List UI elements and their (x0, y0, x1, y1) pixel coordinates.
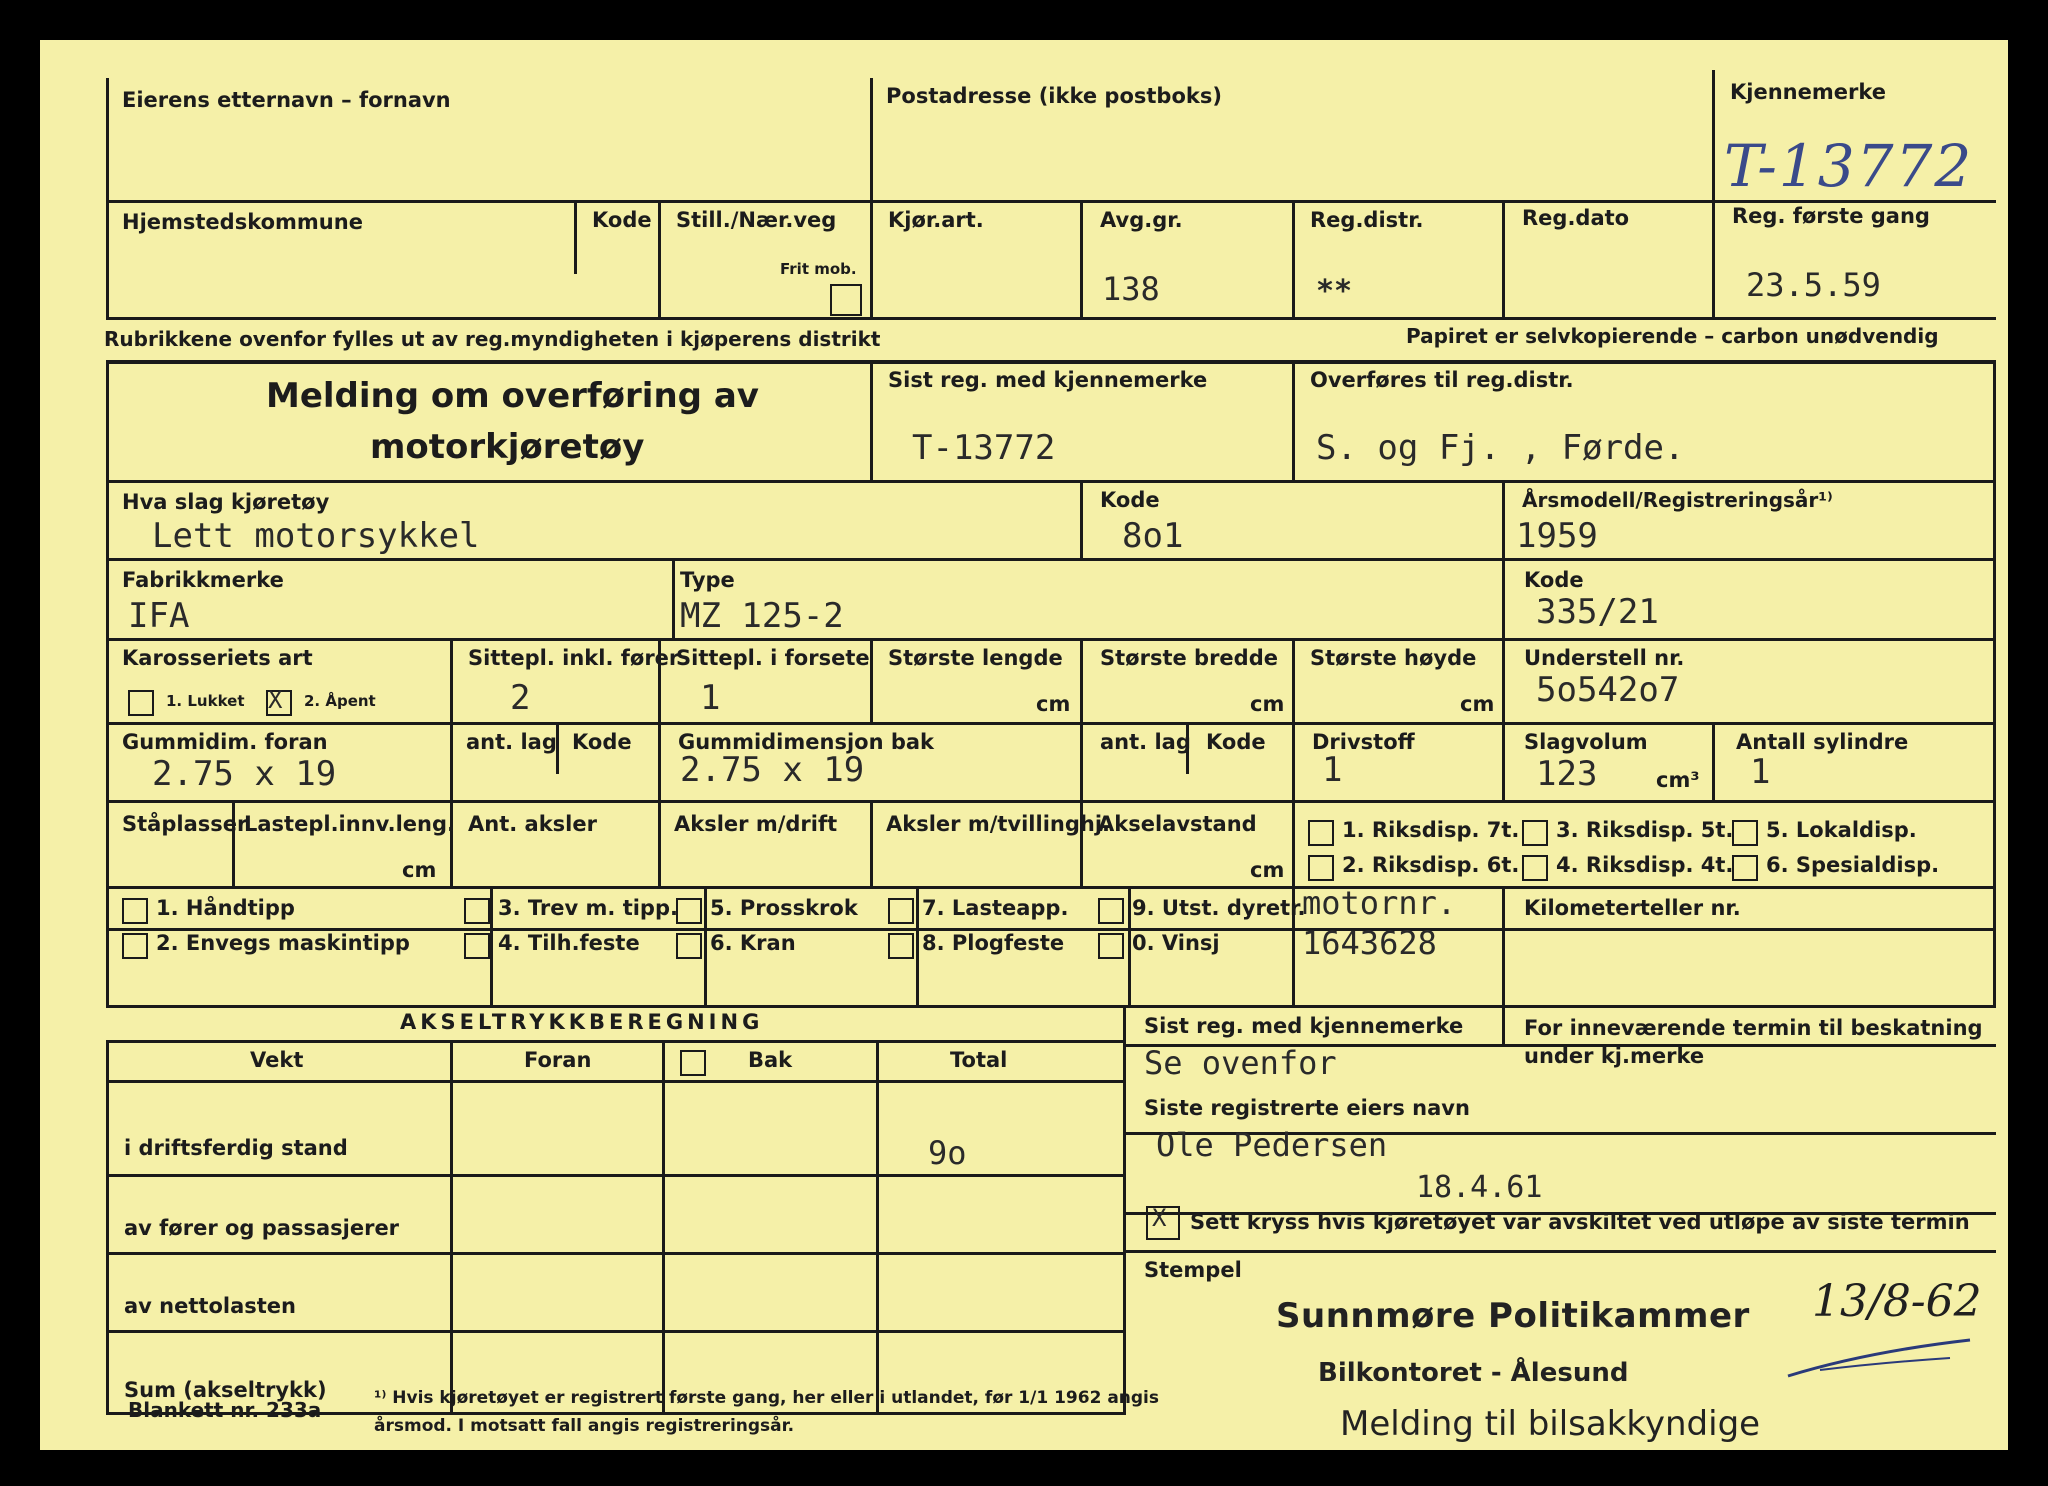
overfores-value: S. og Fj. , Førde. (1316, 428, 1685, 468)
kode4-label: Kode (1206, 730, 1266, 754)
drivstoff-value: 1 (1322, 750, 1343, 790)
hoyde-label: Største høyde (1310, 646, 1477, 670)
signature-stroke-icon (1780, 1330, 1980, 1390)
riks4-checkbox[interactable] (1522, 855, 1548, 881)
footnote-line1: ¹⁾ Hvis kjøretøyet er registrert første gang, her eller i utlandet, før 1/1 1962 angis (374, 1388, 1160, 1408)
axle-row-label: av nettolasten (124, 1294, 296, 1318)
bredde-cm: cm (1250, 692, 1285, 716)
gummiforan-label: Gummidim. foran (122, 730, 328, 754)
riks5-checkbox[interactable] (1522, 820, 1548, 846)
lasteapp-label: 7. Lasteapp. (922, 896, 1069, 920)
axle-row-label: Sum (akseltrykk) (124, 1378, 327, 1402)
overfores-label: Overføres til reg.distr. (1310, 368, 1574, 392)
stamp-line3: Melding til bilsakkyndige (1340, 1404, 1761, 1444)
spesial-label: 6. Spesialdisp. (1766, 853, 1940, 877)
lengde-cm: cm (1036, 692, 1071, 716)
drivstoff-label: Drivstoff (1312, 730, 1415, 754)
type-value: MZ 125-2 (680, 596, 844, 636)
col-vekt: Vekt (250, 1048, 304, 1072)
gummibak-label: Gummidimensjon bak (678, 730, 935, 754)
utst-label: 9. Utst. dyretr. (1132, 896, 1306, 920)
sylindre-value: 1 (1750, 752, 1771, 792)
trev-checkbox[interactable] (464, 898, 490, 924)
hoyde-cm: cm (1460, 692, 1495, 716)
kran-checkbox[interactable] (676, 933, 702, 959)
municipality-label: Hjemstedskommune (122, 210, 363, 234)
axle-row-total: 9o (928, 1134, 967, 1172)
stamp-line1: Sunnmøre Politikammer (1276, 1296, 1750, 1336)
apent-mark: X (268, 686, 283, 714)
karosseri-label: Karosseriets art (122, 646, 313, 670)
akslerdrift-label: Aksler m/drift (674, 812, 838, 836)
innev-label: For inneværende termin til beskatning under kj.merke (1524, 1016, 1983, 1068)
regforste-value: 23.5.59 (1746, 266, 1881, 304)
sitteforsete-value: 1 (700, 678, 721, 718)
plogfeste-label: 8. Plogfeste (922, 931, 1065, 955)
prosskrok-label: 5. Prosskrok (710, 896, 858, 920)
fritmob-checkbox[interactable] (830, 284, 862, 316)
lokal-label: 5. Lokaldisp. (1766, 818, 1917, 842)
kjorart-label: Kjør.art. (888, 208, 984, 232)
kilometer-label: Kilometerteller nr. (1524, 896, 1741, 920)
akselavstand-label: Akselavstand (1098, 812, 1257, 836)
regforste-label: Reg. første gang (1732, 204, 1930, 228)
handtipp-checkbox[interactable] (122, 898, 148, 924)
kode2-label: Kode (1524, 568, 1584, 592)
trev-label: 3. Trev m. tipp. (498, 896, 678, 920)
footnote-line2: årsmod. I motsatt fall angis registreringsår. (374, 1416, 795, 1436)
kode1-value: 8o1 (1122, 516, 1184, 556)
kode1-label: Kode (1100, 488, 1160, 512)
motornr-label: motornr. (1302, 884, 1457, 922)
slagvolum-value: 123 (1536, 754, 1598, 794)
riks6-checkbox[interactable] (1308, 855, 1334, 881)
col-foran: Foran (524, 1048, 592, 1072)
code-label: Kode (592, 208, 652, 232)
sistreg2-value: Se ovenfor (1144, 1044, 1337, 1082)
lokal-checkbox[interactable] (1732, 820, 1758, 846)
lengde-label: Største lengde (888, 646, 1063, 670)
utst-checkbox[interactable] (1098, 898, 1124, 924)
lastepl-label: Lastepl.innv.leng. (244, 812, 455, 836)
still-label: Still./Nær.veg (676, 208, 837, 232)
col-total: Total (950, 1048, 1008, 1072)
akslertvilling-label: Aksler m/tvillinghj. (886, 812, 1111, 836)
riks4-label: 4. Riksdisp. 4t. (1556, 853, 1734, 877)
understell-value: 5o542o7 (1536, 670, 1680, 710)
date-value: 18.4.61 (1416, 1170, 1543, 1205)
axle-row-label: av fører og passasjerer (124, 1216, 400, 1240)
note-left: Rubrikkene ovenfor fylles ut av reg.myndigheten i kjøperens distrikt (104, 327, 881, 351)
plate-label: Kjennemerke (1730, 80, 1886, 104)
kode3-label: Kode (572, 730, 632, 754)
sittepl-value: 2 (510, 678, 531, 718)
kryss-mark: X (1152, 1204, 1167, 1232)
regdato-label: Reg.dato (1522, 206, 1630, 230)
lastepl-cm: cm (402, 858, 437, 882)
sistreg-label: Sist reg. med kjennemerke (888, 368, 1208, 392)
form-title-2: motorkjøretøy (370, 427, 645, 467)
stamp-line2: Bilkontoret - Ålesund (1318, 1358, 1629, 1388)
gummiforan-value: 2.75 x 19 (152, 754, 337, 794)
antlag2-label: ant. lag (1100, 730, 1191, 754)
spesial-checkbox[interactable] (1732, 855, 1758, 881)
avggr-value: 138 (1102, 270, 1160, 308)
motornr-value: 1643628 (1302, 924, 1437, 962)
avggr-label: Avg.gr. (1100, 208, 1183, 232)
vinsj-label: 0. Vinsj (1132, 931, 1220, 955)
hand-date: 13/8-62 (1812, 1276, 1982, 1327)
fabrikk-label: Fabrikkmerke (122, 568, 284, 592)
vinsj-checkbox[interactable] (1098, 933, 1124, 959)
axle-heading: AKSELTRYKKBEREGNING (400, 1010, 764, 1034)
antlag-label: ant. lag (466, 730, 557, 754)
riks5-label: 3. Riksdisp. 5t. (1556, 818, 1734, 842)
antaksler-label: Ant. aksler (468, 812, 597, 836)
staplasser-label: Ståplasser (122, 812, 248, 836)
form-title-1: Melding om overføring av (266, 376, 759, 416)
col-bak: Bak (748, 1048, 793, 1072)
riks7-checkbox[interactable] (1308, 820, 1334, 846)
arsmodell-value: 1959 (1516, 516, 1598, 556)
sylindre-label: Antall sylindre (1736, 730, 1909, 754)
lasteapp-checkbox[interactable] (888, 898, 914, 924)
bak-checkbox[interactable] (680, 1050, 706, 1076)
hvaslag-label: Hva slag kjøretøy (122, 490, 330, 514)
kran-label: 6. Kran (710, 931, 796, 955)
hvaslag-value: Lett motorsykkel (152, 516, 480, 556)
lukket-checkbox[interactable] (128, 690, 154, 716)
bredde-label: Største bredde (1100, 646, 1278, 670)
arsmodell-label: Årsmodell/Registreringsår¹⁾ (1522, 488, 1833, 512)
sittepl-label: Sittepl. inkl. fører (468, 646, 680, 670)
prosskrok-checkbox[interactable] (676, 898, 702, 924)
apent-label: 2. Åpent (304, 692, 376, 710)
kode2-value: 335/21 (1536, 592, 1659, 632)
regdistr-value: ** (1316, 274, 1353, 309)
envegs-label: 2. Envegs maskintipp (156, 931, 410, 955)
lukket-label: 1. Lukket (166, 692, 245, 710)
tilh-label: 4. Tilh.feste (498, 931, 640, 955)
blankett-label: Blankett nr. 233a (128, 1398, 322, 1422)
plogfeste-checkbox[interactable] (888, 933, 914, 959)
note-right: Papiret er selvkopierende – carbon unødvendig (1406, 324, 1939, 348)
registration-card (40, 40, 2008, 1450)
envegs-checkbox[interactable] (122, 933, 148, 959)
plate-handwritten: T-13772 (1724, 132, 1974, 200)
kryss-label: Sett kryss hvis kjøretøyet var avskiltet ved utløpe av siste termin (1190, 1210, 1970, 1234)
understell-label: Understell nr. (1524, 646, 1685, 670)
postal-label: Postadresse (ikke postboks) (886, 84, 1222, 108)
axle-row-label: i driftsferdig stand (124, 1136, 348, 1160)
handtipp-label: 1. Håndtipp (156, 896, 295, 920)
sisteeier-value: Ole Pedersen (1156, 1126, 1388, 1164)
owner-label: Eierens etternavn – fornavn (122, 88, 451, 112)
fritmob-label: Frit mob. (780, 260, 857, 278)
sistreg2-label: Sist reg. med kjennemerke (1144, 1014, 1464, 1038)
sisteeier-label: Siste registrerte eiers navn (1144, 1096, 1470, 1120)
akselavstand-cm: cm (1250, 858, 1285, 882)
sitteforsete-label: Sittepl. i forsete (676, 646, 870, 670)
riks7-label: 1. Riksdisp. 7t. (1342, 818, 1520, 842)
riks6-label: 2. Riksdisp. 6t. (1342, 853, 1520, 877)
gummibak-value: 2.75 x 19 (680, 750, 865, 790)
regdistr-label: Reg.distr. (1310, 208, 1424, 232)
tilh-checkbox[interactable] (464, 933, 490, 959)
stempel-label: Stempel (1144, 1258, 1242, 1282)
slagvolum-label: Slagvolum (1524, 730, 1648, 754)
type-label: Type (680, 568, 735, 592)
fabrikk-value: IFA (128, 596, 190, 636)
sistreg-value: T-13772 (912, 428, 1056, 468)
slagvolum-unit: cm³ (1656, 768, 1700, 792)
